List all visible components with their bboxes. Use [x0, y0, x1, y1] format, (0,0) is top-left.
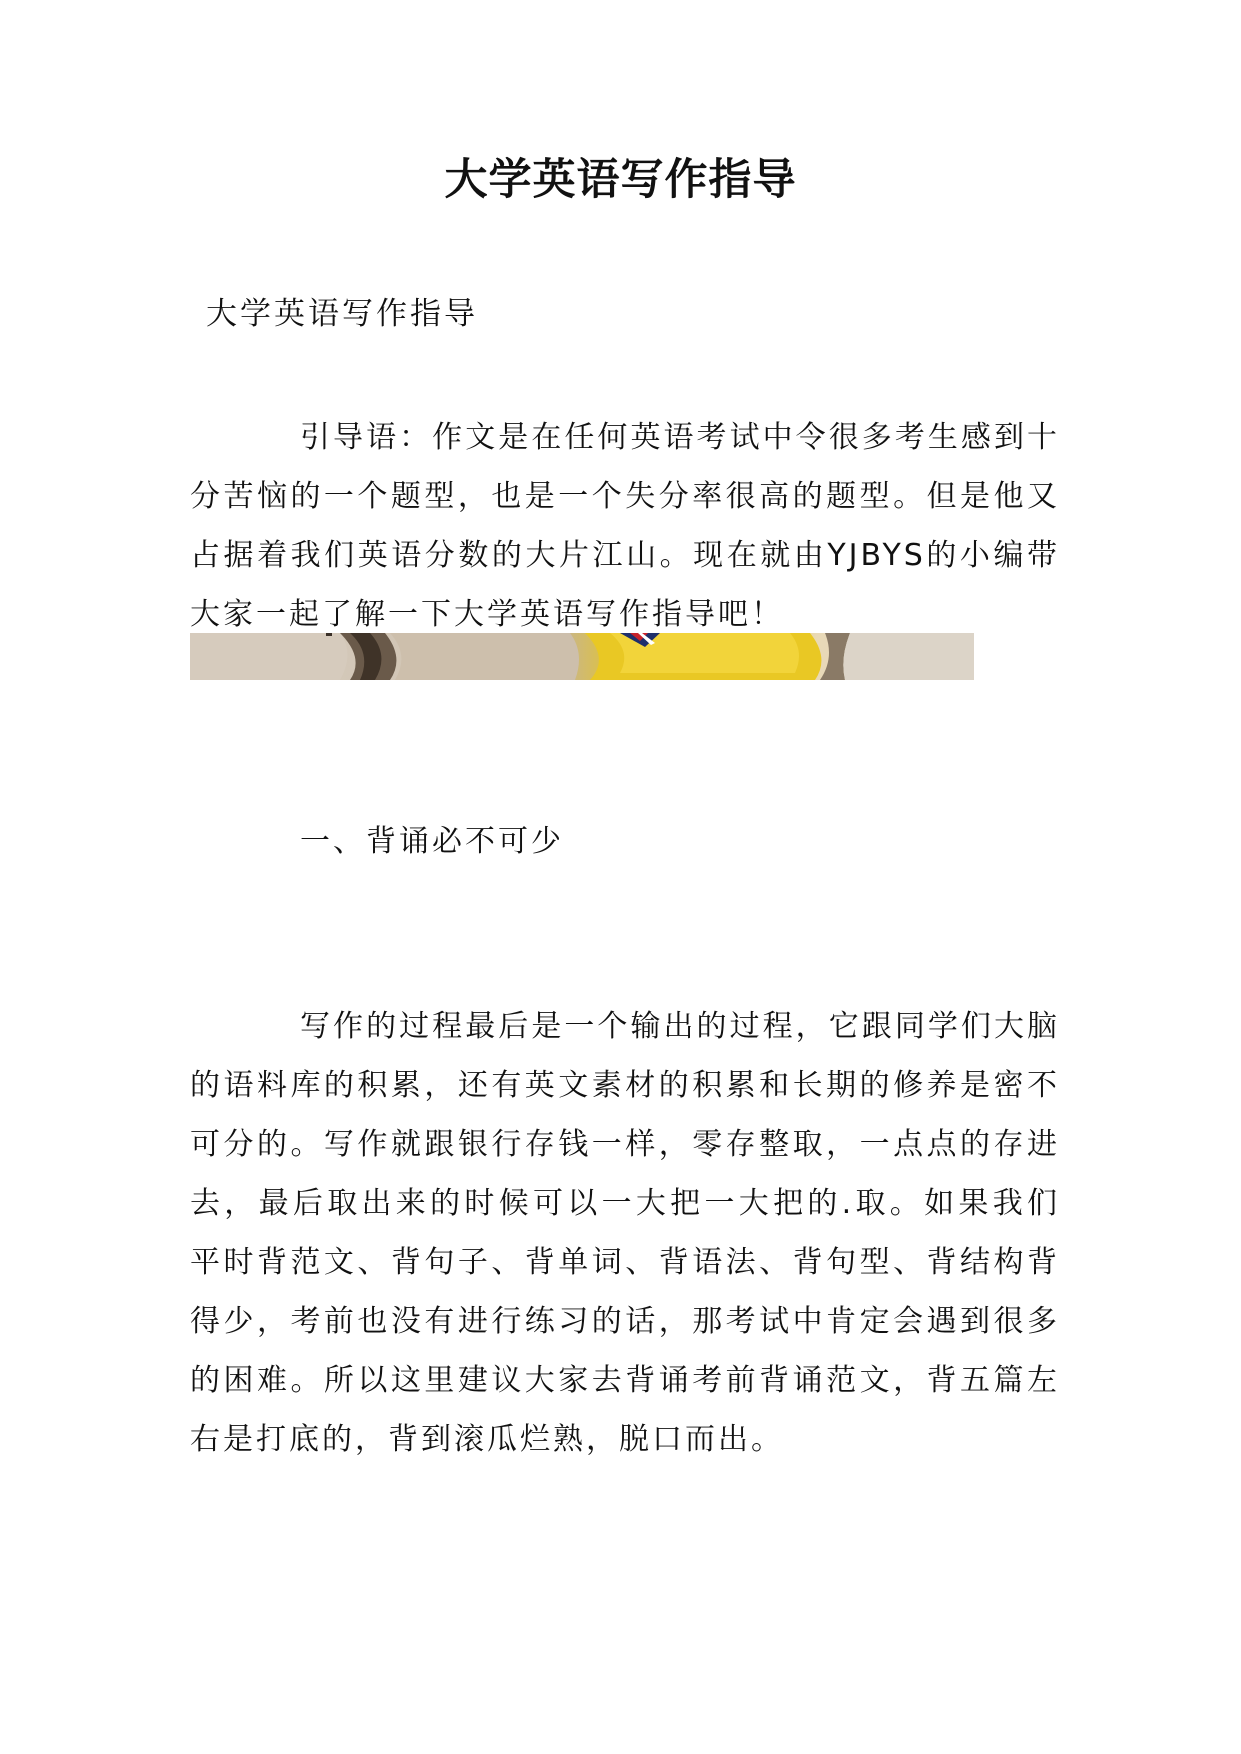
document-title: 大学英语写作指导 [444, 155, 797, 205]
section-heading: 一、背诵必不可少 [300, 824, 564, 859]
intro-paragraph: 引导语：作文是在任何英语考试中令很多考生感到十分苦恼的一个题型，也是一个失分率很高的题型。但是他又占据着我们英语分数的大片江山。现在就由YJBYS的小编带大家一起了解一下大学英语写作指导吧！ [190, 420, 1060, 632]
document-subtitle: 大学英语写作指导 [206, 296, 478, 332]
keyboard-photo [190, 633, 974, 680]
section-paragraph: 写作的过程最后是一个输出的过程，它跟同学们大脑的语料库的积累，还有英文素材的积累和长期的修养是密不可分的。写作就跟银行存钱一样，零存整取，一点点的存进去，最后取出来的时候可以一大把一大把的.取。如果我们平时背范文、背句子、背单词、背语法、背句型、背结构背得少，考前也没有进行练习的话，那考试中肯定会遇到很多的困难。所以这里建议大家去背诵考前背诵范文，背五篇左右是打底的，背到滚瓜烂熟，脱口而出。 [190, 1009, 1060, 1457]
